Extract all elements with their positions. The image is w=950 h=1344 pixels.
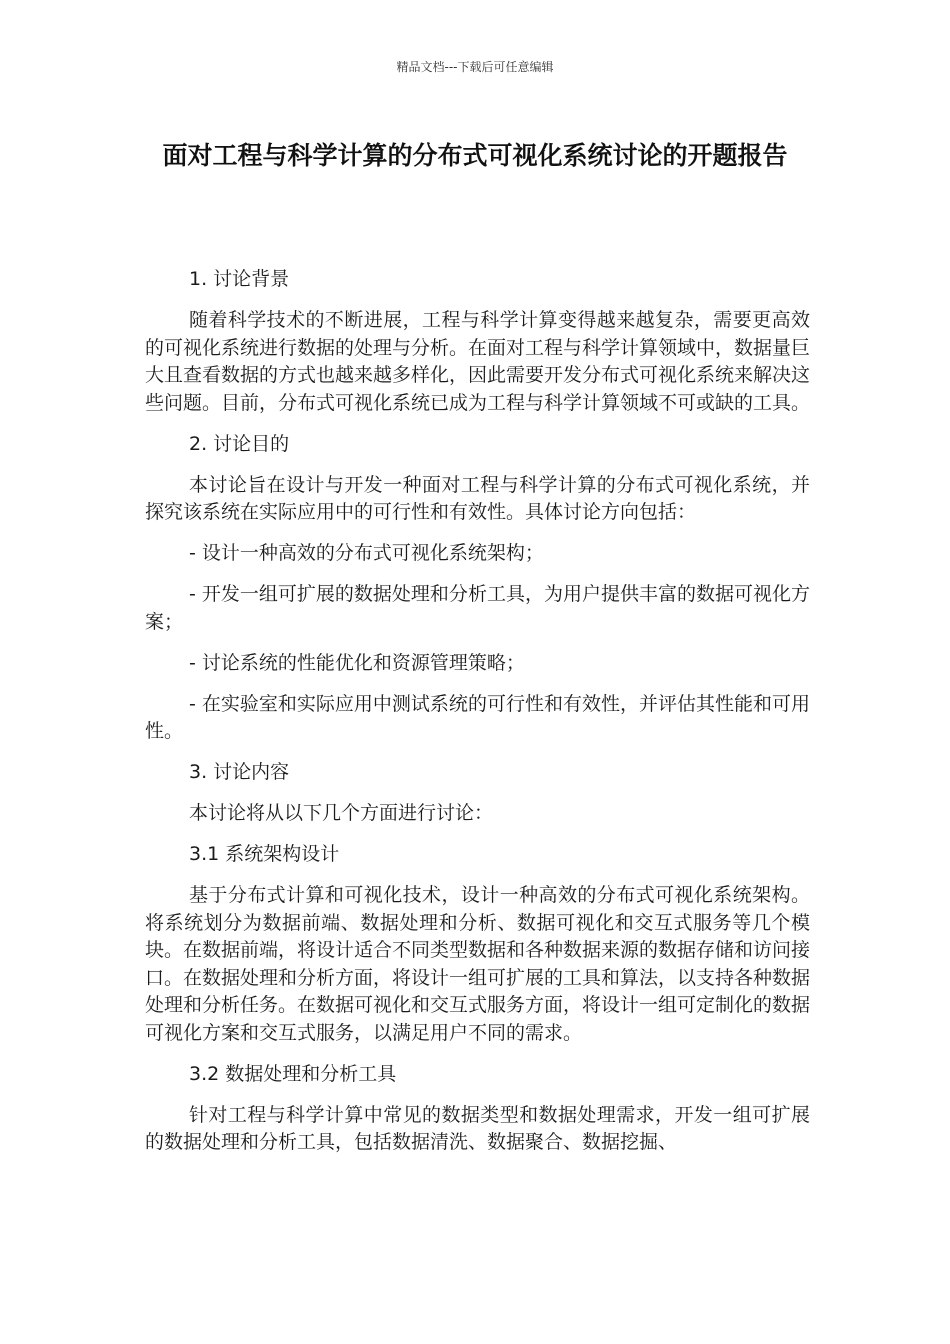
list-item: - 在实验室和实际应用中测试系统的可行性和有效性，并评估其性能和可用性。: [145, 692, 810, 742]
subsection-heading-tools: 3.2 数据处理和分析工具: [189, 1062, 397, 1085]
list-item: - 讨论系统的性能优化和资源管理策略；: [189, 651, 525, 674]
document-body: [145, 266, 810, 1170]
paragraph-background: 随着科学技术的不断进展，工程与科学计算变得越来越复杂，需要更高效的可视化系统进行数据的处理与分析。在面对工程与科学计算领域中，数据量巨大且查看数据的方式也越来越多样化，因此需要开发分布式可视化系统来解决这些问题。目前，分布式可视化系统已成为工程与科学计算领域不可或缺的工具。: [145, 309, 811, 414]
paragraph-tools: 针对工程与科学计算中常见的数据类型和数据处理需求，开发一组可扩展的数据处理和分析工具，包括数据清洗、数据聚合、数据挖掘、: [145, 1103, 810, 1153]
paragraph-purpose: 本讨论旨在设计与开发一种面对工程与科学计算的分布式可视化系统，并探究该系统在实际应用中的可行性和有效性。具体讨论方向包括：: [145, 473, 810, 523]
section-heading-content: 3. 讨论内容: [189, 761, 290, 783]
section-heading-purpose: 2. 讨论目的: [189, 432, 290, 455]
list-item: - 开发一组可扩展的数据处理和分析工具，为用户提供丰富的数据可视化方案；: [145, 583, 810, 633]
header-note: 精品文档---下载后可任意编辑: [396, 60, 554, 74]
paragraph-architecture: 基于分布式计算和可视化技术，设计一种高效的分布式可视化系统架构。将系统划分为数据前端、数据处理和分析、数据可视化和交互式服务等几个模块。在数据前端，将设计适合不同类型数据和各种数据来源的数据存储和访问接口。在数据处理和分析方面，将设计一组可扩展的工具和算法，以支持各种数据处理和分析任务。在数据可视化和交互式服务方面，将设计一组可定制化的数据可视化方案和交互式服务，以满足用户不同的需求。: [145, 884, 811, 1044]
paragraph-content-intro: 本讨论将从以下几个方面进行讨论：: [189, 802, 494, 824]
section-heading-background: 1. 讨论背景: [189, 268, 290, 290]
page-title: 面对工程与科学计算的分布式可视化系统讨论的开题报告: [162, 141, 788, 170]
list-item: - 设计一种高效的分布式可视化系统架构；: [189, 542, 544, 564]
subsection-heading-architecture: 3.1 系统架构设计: [189, 843, 340, 865]
